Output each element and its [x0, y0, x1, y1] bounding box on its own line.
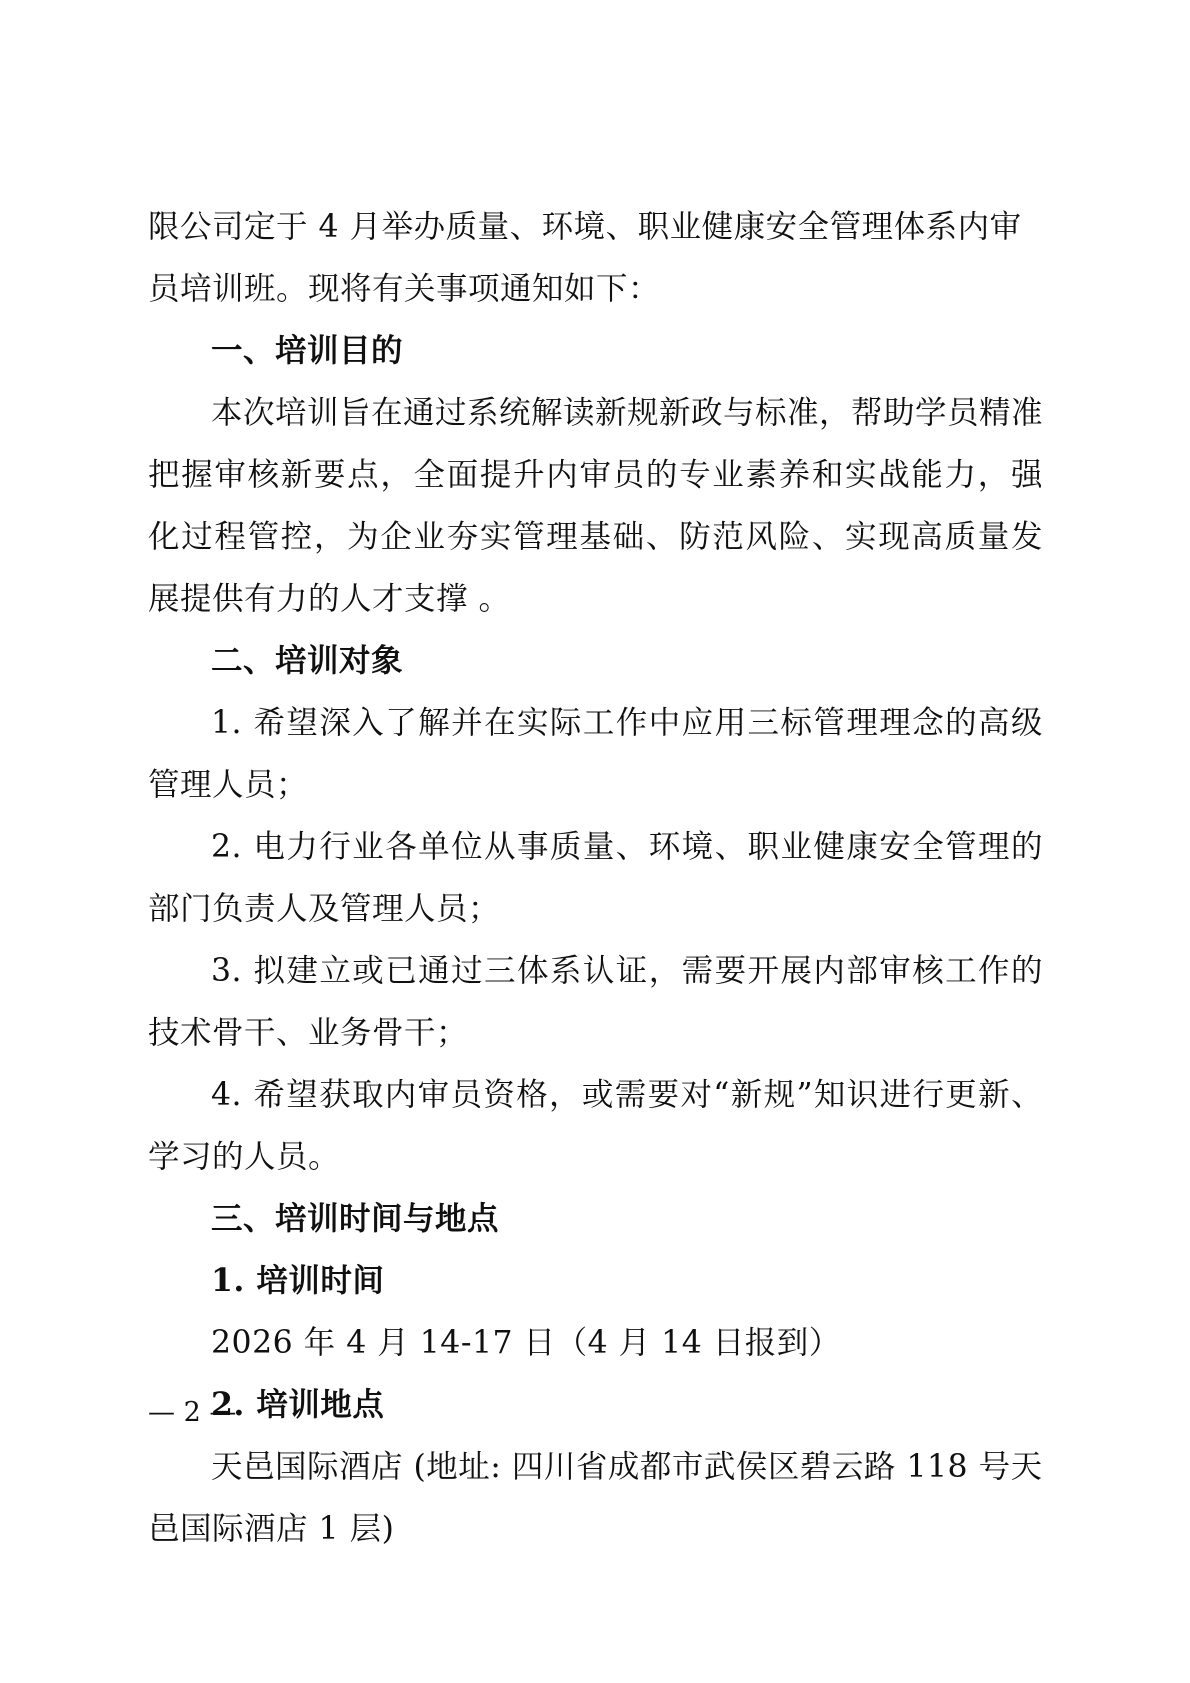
training-time-value: 2026 年 4 月 14-17 日（4 月 14 日报到）	[211, 1325, 841, 1361]
section-heading-training-audience: 二、培训对象	[211, 642, 404, 679]
audience-item-2: 2. 电力行业各单位从事质量、环境、职业健康安全管理的部门负责人及管理人员；	[148, 829, 1043, 927]
audience-item-4: 4. 希望获取内审员资格，或需要对“新规”知识进行更新、学习的人员。	[148, 1077, 1043, 1175]
subheading-training-place: 2. 培训地点	[211, 1386, 385, 1423]
audience-item-1: 1. 希望深入了解并在实际工作中应用三标管理理念的高级管理人员；	[148, 705, 1043, 803]
lead-paragraph: 限公司定于 4 月举办质量、环境、职业健康安全管理体系内审员培训班。现将有关事项通知如下：	[148, 209, 1022, 307]
training-place-value: 天邑国际酒店 (地址: 四川省成都市武侯区碧云路 118 号天邑国际酒店 1 层)	[148, 1449, 1043, 1547]
subheading-training-time: 1. 培训时间	[211, 1262, 385, 1299]
audience-item-3: 3. 拟建立或已通过三体系认证，需要开展内部审核工作的技术骨干、业务骨干；	[148, 953, 1043, 1051]
document-body	[148, 196, 1043, 1560]
section-heading-time-and-place: 三、培训时间与地点	[211, 1200, 500, 1237]
page-number: — 2 —	[148, 1397, 237, 1428]
section-body-training-purpose: 本次培训旨在通过系统解读新规新政与标准，帮助学员精准把握审核新要点，全面提升内审员的专业素养和实战能力，强化过程管控，为企业夯实管理基础、防范风险、实现高质量发展提供有力的人才支撑 。	[148, 395, 1044, 617]
section-heading-training-purpose: 一、培训目的	[211, 332, 404, 369]
